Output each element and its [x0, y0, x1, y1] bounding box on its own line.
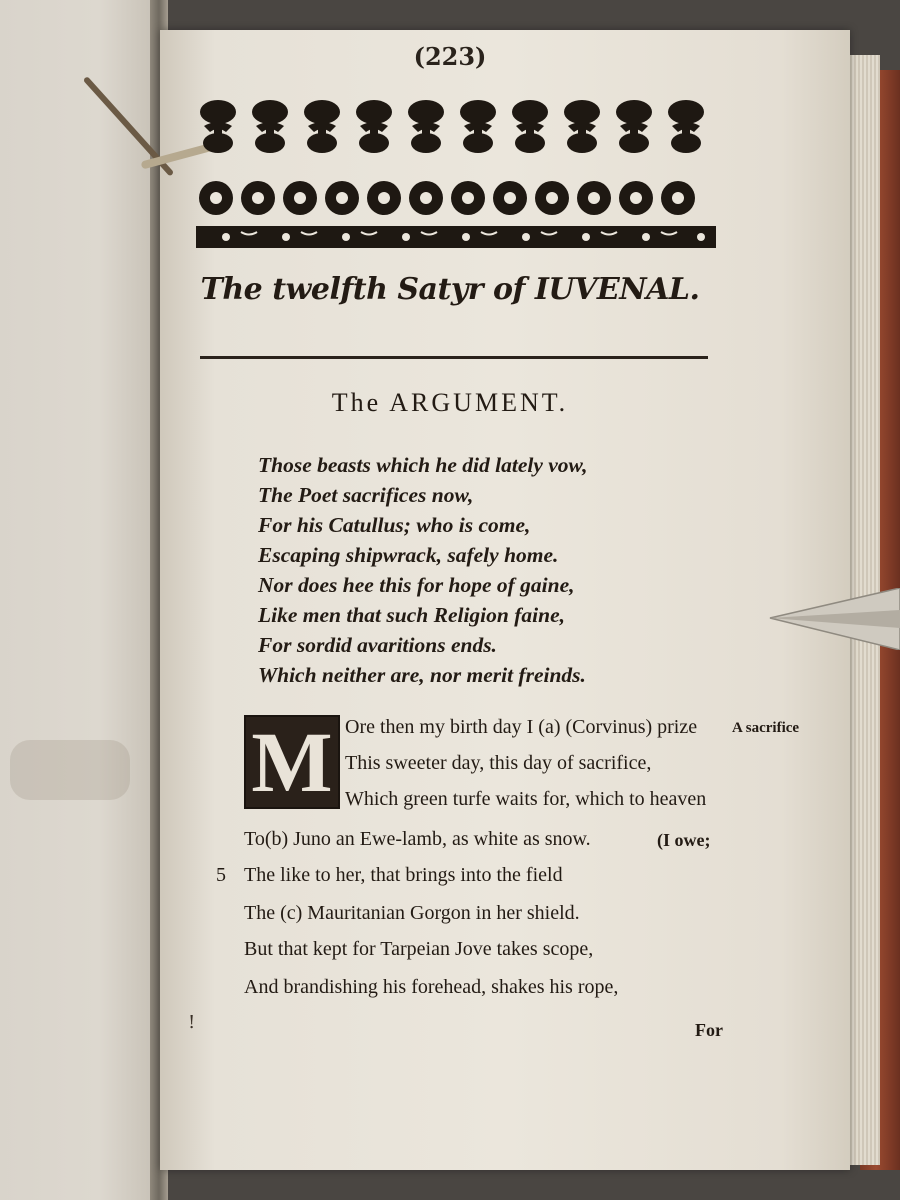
page-pointer [768, 588, 900, 650]
catchword: For [695, 1020, 723, 1040]
title-rule [200, 356, 708, 359]
left-page [0, 0, 165, 1200]
argument-line: Nor does hee this for hope of gaine, [258, 573, 575, 597]
verse-line: To(b) Juno an Ewe-lamb, as white as snow. [244, 828, 591, 850]
verse-line: Which green turfe waits for, which to heaven [345, 788, 707, 810]
argument-line: The Poet sacrifices now, [258, 483, 474, 507]
verse-line: But that kept for Tarpeian Jove takes scope, [244, 938, 594, 960]
argument-line: Like men that such Religion faine, [258, 603, 565, 627]
printers-ornament-band [196, 98, 716, 253]
verse-line: The (c) Mauritanian Gorgon in her shield. [244, 902, 580, 924]
argument-line: For sordid avaritions ends. [258, 633, 497, 657]
verse-line: And brandishing his forehead, shakes his rope, [244, 976, 619, 998]
argument-line: For his Catullus; who is come, [258, 513, 531, 537]
argument-verse [258, 450, 708, 690]
margin-note-sacrifice: A sacrifice [732, 720, 800, 736]
argument-heading: The ARGUMENT. [331, 388, 569, 417]
argument-line: Which neither are, nor merit freinds. [258, 663, 586, 687]
verse-line: Ore then my birth day I (a) (Corvinus) prize [345, 716, 698, 738]
page-number: (223) [413, 42, 487, 71]
decorated-initial [244, 715, 340, 809]
line-number: 5 [216, 864, 226, 886]
argument-line: Those beasts which he did lately vow, [258, 453, 588, 477]
verse-line: This sweeter day, this day of sacrifice, [345, 752, 652, 774]
stray-mark: ! [188, 1012, 196, 1033]
satire-title: The twelfth Satyr of IUVENAL. [200, 272, 700, 307]
page-stain [10, 740, 130, 800]
verse-line: The like to her, that brings into the field [244, 864, 563, 886]
margin-note-iowe: (I owe; [657, 830, 711, 850]
decorated-initial-letter: M [251, 714, 333, 810]
argument-line: Escaping shipwrack, safely home. [258, 543, 559, 567]
